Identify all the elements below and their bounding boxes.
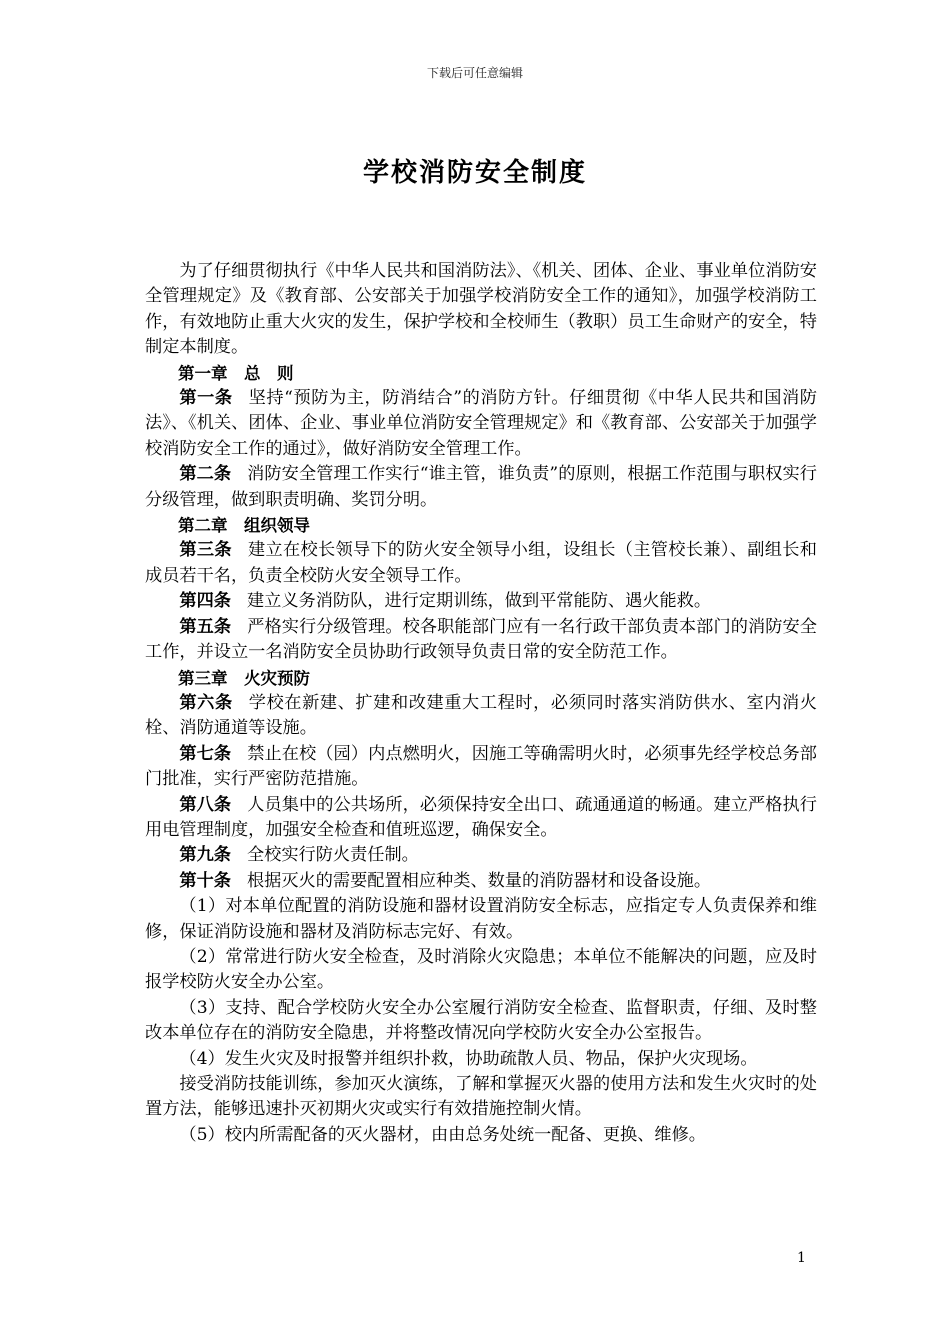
article-9-text: 全校实行防火责任制。 [246,845,419,866]
article-2 [145,462,817,513]
article-7-label: 第七条 [179,743,232,764]
article-3 [145,538,817,589]
list-item-3: （3）支持、配合学校防火安全办公室履行消防安全检查、监督职责，仔细、及时整改本单位存在的消防安全隐患，并将整改情况向学校防火安全办公室报告。 [145,997,817,1044]
article-8 [145,793,817,844]
article-1-label: 第一条 [179,388,233,409]
intro-paragraph: 为了仔细贯彻执行《中华人民共和国消防法》、《机关、团体、企业、事业单位消防安全管理规定》及《教育部、公安部关于加强学校消防安全工作的通知》，加强学校消防工作，有效地防止重大火灾的发生，保护学校和全校师生（教职）员工生命财产的安全，特制定本制度。 [145,261,817,358]
article-10 [145,869,817,894]
list-item-4: （4）发生火灾及时报警并组织扑救，协助疏散人员、物品，保护火灾现场。 [179,1048,758,1069]
article-8-text: 人员集中的公共场所，必须保持安全出口、疏通通道的畅通。建立严格执行用电管理制度，加强安全检查和值班巡逻，确保安全。 [145,794,817,840]
document-body [145,259,817,1148]
chapter-1-heading: 第一章 总 则 [178,363,294,383]
article-9 [145,843,817,868]
article-1 [145,386,817,462]
page-header: 下载后可任意编辑 [426,66,523,80]
article-3-text: 建立在校长领导下的防火安全领导小组，设组长（主管校长兼）、副组长和成员若干名，负责全校防火安全领导工作。 [145,540,817,586]
article-4-label: 第四条 [179,591,231,612]
page-number: 1 [797,1250,806,1266]
article-4-text: 建立义务消防队，进行定期训练，做到平常能防、遇火能救。 [246,591,712,612]
article-2-label: 第二条 [179,464,232,485]
article-5-text: 严格实行分级管理。校各职能部门应有一名行政干部负责本部门的消防安全工作，并设立一名消防安全员协助行政领导负责日常的安全防范工作。 [145,616,817,663]
article-10-text: 根据灭火的需要配置相应种类、数量的消防器材和设备设施。 [246,870,712,891]
article-1-text: 坚持“预防为主，防消结合”的消防方针。仔细贯彻《中华人民共和国消防法》、《机关、团体、企业、事业单位消防安全管理规定》和《教育部、公安部关于加强学校消防安全工作的通过》，做好消防安全管理工作。 [145,388,817,459]
list-item-4-continued: 接受消防技能训练，参加灭火演练，了解和掌握灭火器的使用方法和发生火灾时的处置方法，能够迅速扑灭初期火灾或实行有效措施控制火情。 [145,1074,817,1120]
article-5 [145,615,817,666]
article-3-label: 第三条 [179,540,232,561]
article-7 [145,742,817,793]
list-item-5: （5）校内所需配备的灭火器材，由由总务处统一配备、更换、维修。 [179,1124,706,1145]
document-title: 学校消防安全制度 [362,158,587,188]
list-item-1: （1）对本单位配置的消防设施和器材设置消防安全标志，应指定专人负责保养和维修，保证消防设施和器材及消防标志完好、有效。 [145,896,817,942]
article-4 [145,589,817,614]
chapter-3-heading: 第三章 火灾预防 [178,668,310,688]
list-item-2: （2）常常进行防火安全检查，及时消除火灾隐患；本单位不能解决的问题，应及时报学校防火安全办公室。 [145,946,817,993]
article-6-text: 学校在新建、扩建和改建重大工程时，必须同时落实消防供水、室内消火栓、消防通道等设施。 [145,692,817,739]
article-6 [145,691,817,742]
chapter-2-heading: 第二章 组织领导 [178,516,310,536]
article-8-label: 第八条 [179,794,232,815]
article-7-text: 禁止在校（园）内点燃明火，因施工等确需明火时，必须事先经学校总务部门批准，实行严密防范措施。 [145,743,817,790]
article-2-text: 消防安全管理工作实行“谁主管，谁负责”的原则，根据工作范围与职权实行分级管理，做到职责明确、奖罚分明。 [145,464,817,510]
article-9-label: 第九条 [179,845,231,866]
article-6-label: 第六条 [179,692,233,713]
article-5-label: 第五条 [179,616,232,637]
article-10-label: 第十条 [179,870,231,891]
